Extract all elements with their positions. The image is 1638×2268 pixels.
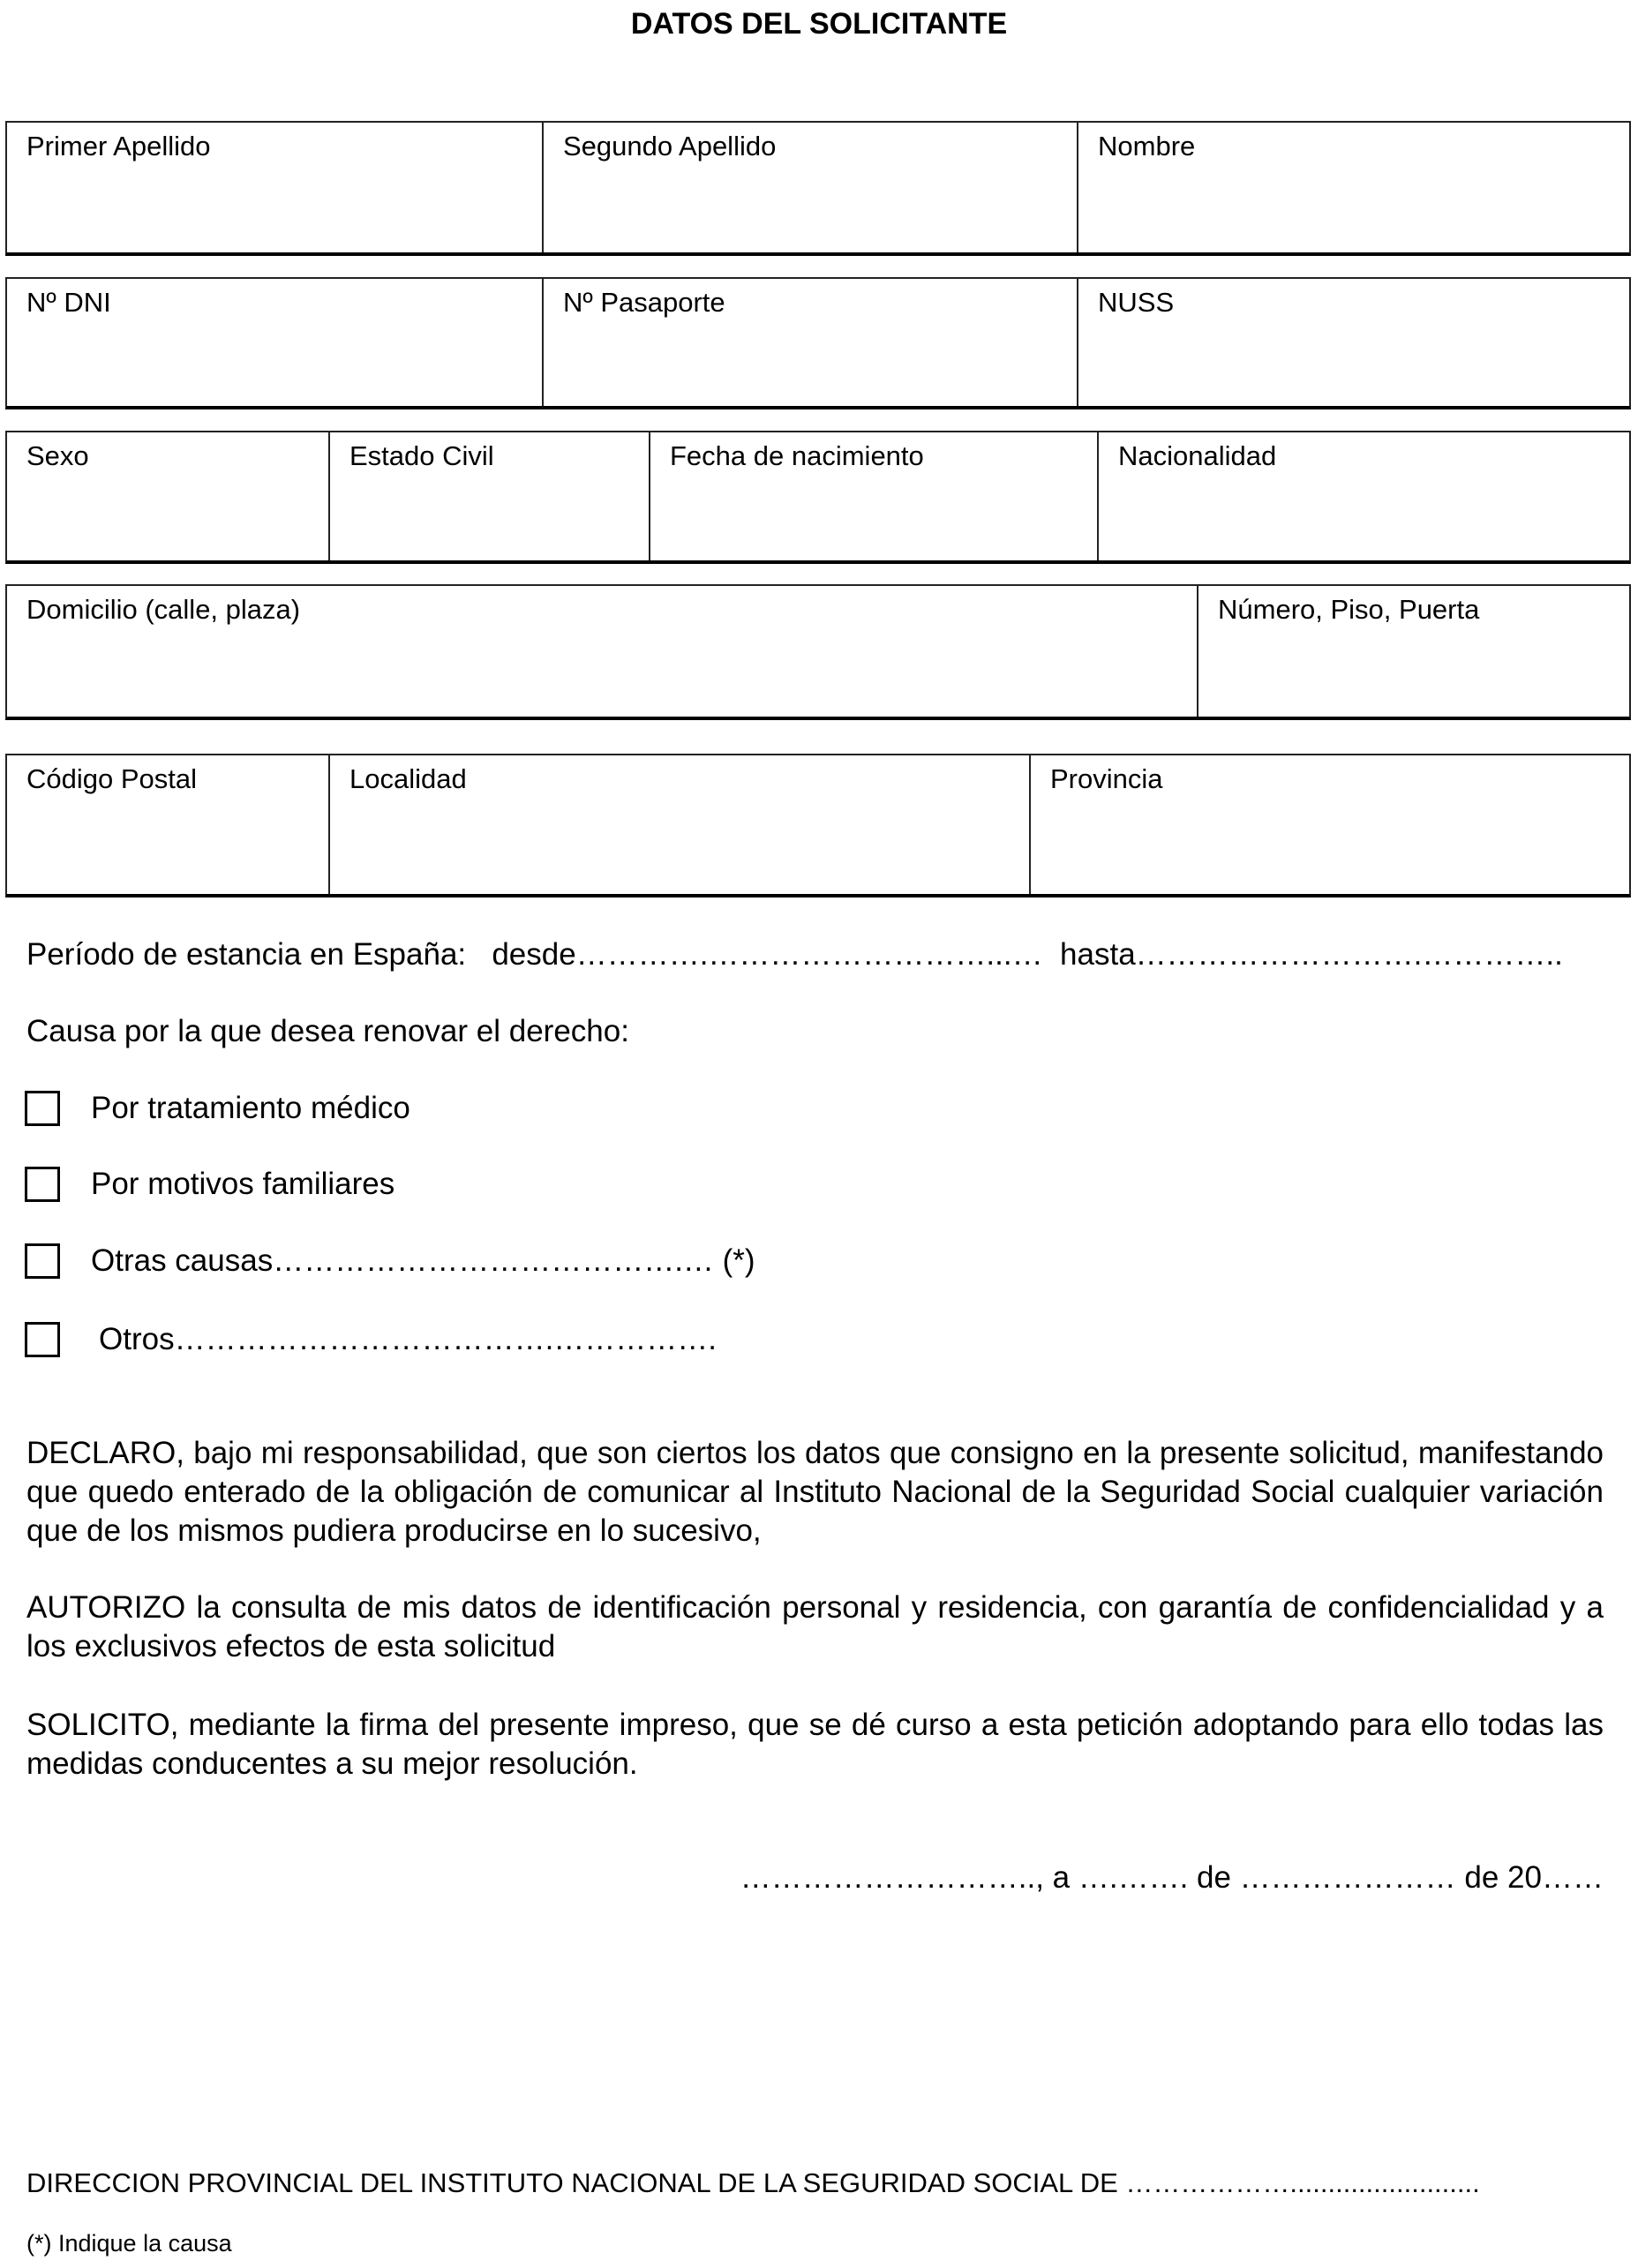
field-codigo-postal[interactable] — [7, 755, 328, 894]
stay-period-line — [26, 935, 1563, 974]
field-label: Nº Pasaporte — [563, 287, 725, 318]
address-row — [5, 584, 1631, 720]
cause-heading: Causa por la que desea renovar el derecho: — [26, 1014, 629, 1048]
checkbox-motivos-familiares[interactable] — [25, 1167, 60, 1202]
field-primer-apellido[interactable] — [7, 123, 542, 252]
stay-to-field[interactable]: hasta……………………….………….. — [1060, 937, 1563, 972]
provincial-direction: DIRECCION PROVINCIAL DEL INSTITUTO NACIONAL DE LA SEGURIDAD SOCIAL DE ………………......................... — [26, 2167, 1480, 2198]
field-label: Domicilio (calle, plaza) — [26, 594, 301, 625]
field-dni[interactable] — [7, 279, 542, 406]
option-label: Otros……………………………….……………. — [99, 1322, 718, 1356]
field-label: Estado Civil — [349, 440, 494, 471]
field-label: Nacionalidad — [1118, 440, 1277, 471]
field-pasaporte[interactable] — [542, 279, 1077, 406]
field-domicilio[interactable] — [7, 586, 1197, 717]
date-line[interactable]: ……………………….., a ….……. de ………………… de 20…… — [740, 1860, 1604, 1895]
field-provincia[interactable] — [1029, 755, 1629, 894]
stay-from-field[interactable]: desde………….………………………...… — [492, 937, 1043, 972]
id-row — [5, 277, 1631, 409]
field-fecha-nacimiento[interactable] — [649, 432, 1097, 560]
option-label: Por motivos familiares — [91, 1167, 395, 1201]
name-row — [5, 121, 1631, 256]
option-label: Por tratamiento médico — [91, 1091, 410, 1125]
field-label: Número, Piso, Puerta — [1218, 594, 1480, 625]
field-sexo[interactable] — [7, 432, 328, 560]
field-numero-piso-puerta[interactable] — [1197, 586, 1629, 717]
field-estado-civil[interactable] — [328, 432, 649, 560]
field-label: Nº DNI — [26, 287, 111, 318]
field-label: Nombre — [1098, 131, 1196, 161]
field-label: Fecha de nacimiento — [670, 440, 924, 471]
field-nacionalidad[interactable] — [1097, 432, 1629, 560]
field-label: Localidad — [349, 763, 467, 794]
page-title: DATOS DEL SOLICITANTE — [630, 7, 1008, 41]
checkbox-otras-causas[interactable] — [25, 1243, 60, 1279]
field-label: Primer Apellido — [26, 131, 211, 161]
field-localidad[interactable] — [328, 755, 1029, 894]
field-nombre[interactable] — [1077, 123, 1629, 252]
field-nuss[interactable] — [1077, 279, 1629, 406]
personal-row — [5, 431, 1631, 564]
checkbox-tratamiento-medico[interactable] — [25, 1091, 60, 1126]
field-label: Provincia — [1050, 763, 1163, 794]
checkbox-otros[interactable] — [25, 1322, 60, 1357]
field-label: Segundo Apellido — [563, 131, 777, 161]
field-label: NUSS — [1098, 287, 1175, 318]
field-segundo-apellido[interactable] — [542, 123, 1077, 252]
declaro-paragraph: DECLARO, bajo mi responsabilidad, que son ciertos los datos que consigno en la presente solicitud, manifestando que quedo enterado de la obligación de comunicar al Instituto Nacional de la Seguridad Social cualquier variación que de los mismos pudiera producirse en lo sucesivo, — [26, 1436, 1604, 1548]
location-row — [5, 754, 1631, 897]
field-label: Sexo — [26, 440, 89, 471]
autorizo-paragraph: AUTORIZO la consulta de mis datos de identificación personal y residencia, con garantía de confidencialidad y a los exclusivos efectos de esta solicitud — [26, 1590, 1604, 1663]
field-label: Código Postal — [26, 763, 198, 794]
option-label: Otras causas………………………………….… (*) — [91, 1243, 755, 1278]
footnote: (*) Indique la causa — [26, 2230, 232, 2257]
stay-period-label: Período de estancia en España: — [26, 937, 467, 972]
solicito-paragraph: SOLICITO, mediante la firma del presente impreso, que se dé curso a esta petición adoptando para ello todas las medidas conducentes a su mejor resolución. — [26, 1708, 1604, 1781]
